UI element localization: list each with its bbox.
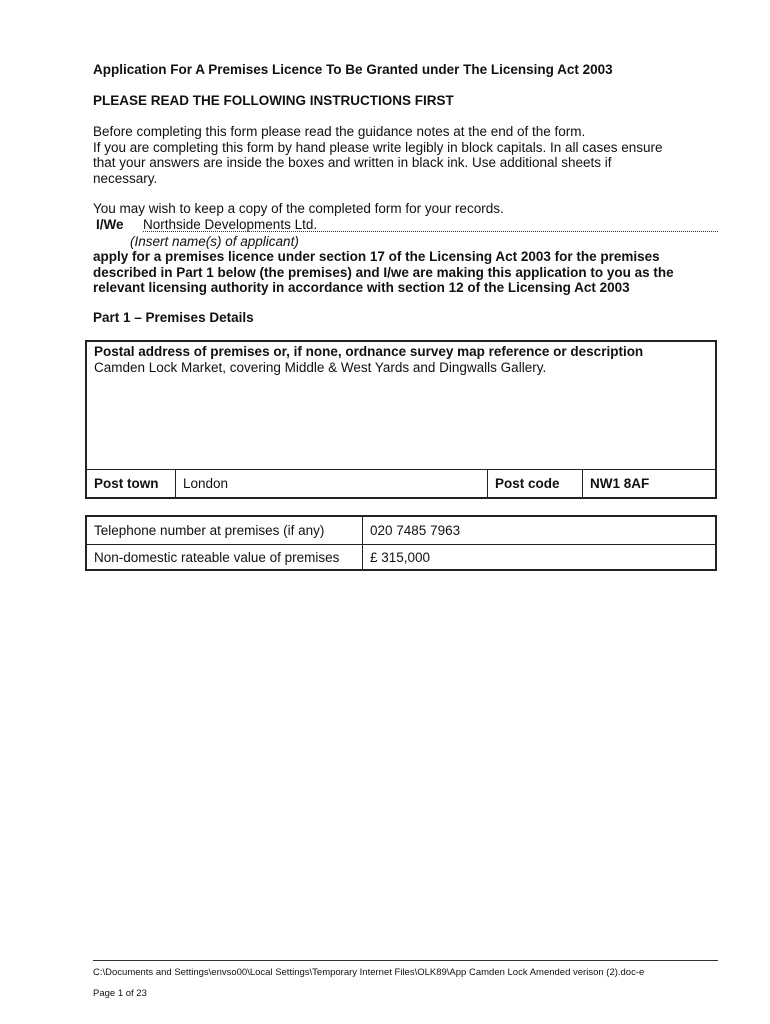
telephone-field[interactable]: 020 7485 7963	[370, 523, 461, 538]
part1-heading: Part 1 – Premises Details	[93, 310, 254, 325]
post-town-row	[87, 469, 715, 497]
footer-divider	[93, 960, 718, 961]
instructions-line: If you are completing this form by hand please write legibly in block capitals. In all cases ensure	[93, 139, 663, 155]
address-field[interactable]: Camden Lock Market, covering Middle & West Yards and Dingwalls Gallery.	[94, 360, 547, 375]
table-row	[87, 517, 715, 545]
footer-file-path: C:\Documents and Settings\envso00\Local Settings\Temporary Internet Files\OLK89\App Camden Lock Amended verison (2).doc-e	[93, 967, 645, 978]
apply-line: relevant licensing authority in accordance with section 12 of the Licensing Act 2003	[93, 280, 630, 296]
applicant-dotted-line	[143, 231, 718, 232]
post-code-label: Post code	[488, 470, 583, 497]
apply-line: apply for a premises licence under section 17 of the Licensing Act 2003 for the premises	[93, 249, 660, 264]
instructions-heading: PLEASE READ THE FOLLOWING INSTRUCTIONS FIRST	[93, 93, 454, 108]
keep-copy-note: You may wish to keep a copy of the completed form for your records.	[93, 201, 504, 216]
table-row	[87, 544, 715, 571]
post-code-field[interactable]: NW1 8AF	[590, 476, 650, 491]
telephone-label: Telephone number at premises (if any)	[87, 517, 363, 544]
post-town-field[interactable]: London	[176, 470, 488, 497]
address-label: Postal address of premises or, if none, ordnance survey map reference or description	[94, 344, 644, 359]
instructions-line: that your answers are inside the boxes and written in black ink. Use additional sheets if	[93, 155, 612, 171]
instructions-line: Before completing this form please read the guidance notes at the end of the form.	[93, 124, 586, 139]
apply-line: described in Part 1 below (the premises) and I/we are making this application to you as the	[93, 264, 674, 280]
rateable-value-field[interactable]: £ 315,000	[370, 550, 431, 565]
post-town-label: Post town	[87, 470, 176, 497]
form-title: Application For A Premises Licence To Be Granted under The Licensing Act 2003	[93, 62, 613, 77]
rateable-value-label: Non-domestic rateable value of premises	[87, 544, 363, 571]
premises-address-box	[85, 340, 717, 499]
applicant-label: I/We	[96, 217, 124, 232]
premises-contact-table	[85, 515, 717, 571]
applicant-note: (Insert name(s) of applicant)	[130, 234, 299, 249]
applicant-name-field[interactable]: Northside Developments Ltd.	[143, 217, 318, 232]
page-number: Page 1 of 23	[93, 988, 147, 999]
instructions-line: necessary.	[93, 170, 158, 186]
apply-statement	[93, 249, 674, 296]
instructions-paragraph	[93, 124, 713, 186]
